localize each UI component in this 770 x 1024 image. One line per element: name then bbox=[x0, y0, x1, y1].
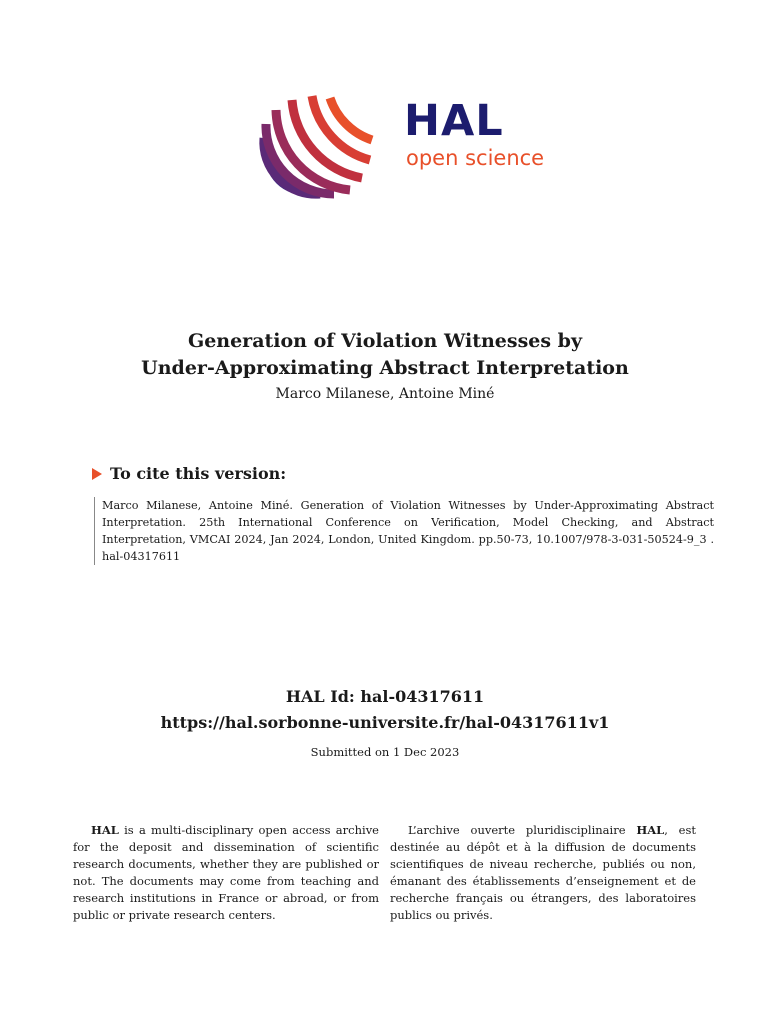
notice-fr-hal: HAL bbox=[636, 823, 665, 837]
title-line-1: Generation of Violation Witnesses by bbox=[187, 330, 583, 352]
paper-authors: Marco Milanese, Antoine Miné bbox=[275, 386, 495, 402]
citation-text: Marco Milanese, Antoine Miné. Generation of Violation Witnesses by Under-Approximating Abstract Interpretation. 25th International Conference on Verification, Model Checking, and Abstract Interpretation, VMCAI 2024, Jan 2024, London, United Kingdom. pp.50-73, 10.1007/978-3-031-50524-9_3 . hal-04317611 bbox=[94, 497, 714, 565]
hal-record bbox=[0, 684, 770, 736]
hal-wordmark: HAL bbox=[404, 96, 504, 146]
paper-title bbox=[0, 328, 770, 382]
submitted-date: Submitted on 1 Dec 2023 bbox=[310, 745, 460, 759]
notice-fr-text-1: L’archive ouverte pluridisciplinaire bbox=[408, 823, 637, 837]
notice-english bbox=[73, 822, 379, 924]
title-line-2: Under-Approximating Abstract Interpretation bbox=[141, 357, 629, 379]
cite-heading-text: To cite this version: bbox=[110, 464, 287, 483]
cite-heading bbox=[92, 464, 286, 483]
notice-en-text: is a multi-disciplinary open access archive for the deposit and dissemination of scientific research documents, whether they are published or not. The documents may come from teaching and research institutions in France or abroad, or from public or private research centers. bbox=[73, 823, 379, 922]
hal-logo[interactable] bbox=[258, 90, 558, 200]
triangle-right-icon bbox=[92, 468, 102, 480]
hal-url-link[interactable]: https://hal.sorbonne-universite.fr/hal-04317611v1 bbox=[160, 713, 610, 732]
notice-fr-text-2: , est destinée au dépôt et à la diffusion de documents scientifiques de niveau recherche, publiés ou non, émanant des établissements d’enseignement et de recherche français ou étrangers, des laboratoires publics ou privés. bbox=[390, 823, 696, 922]
hal-arcs-icon bbox=[258, 90, 398, 200]
hal-tagline: open science bbox=[406, 146, 545, 170]
notice-en-hal: HAL bbox=[91, 823, 119, 837]
hal-id: HAL Id: hal-04317611 bbox=[285, 687, 485, 706]
notice-french bbox=[390, 822, 696, 924]
